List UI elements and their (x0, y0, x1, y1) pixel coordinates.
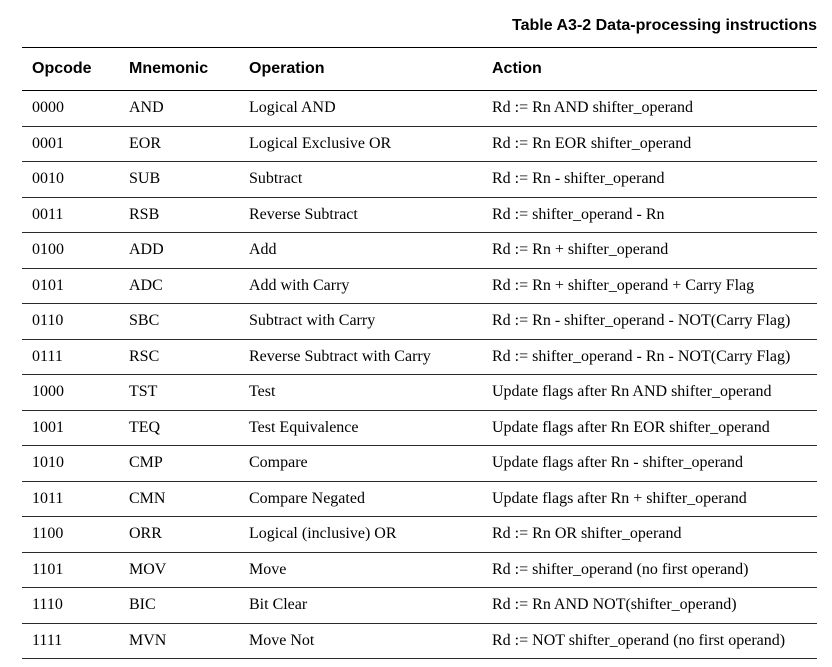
action-cell: Rd := Rn - shifter_operand - NOT(Carry Flag) (482, 304, 817, 340)
action-cell: Rd := Rn AND NOT(shifter_operand) (482, 588, 817, 624)
mnemonic-cell: CMN (119, 481, 239, 517)
opcode-cell: 1101 (22, 552, 119, 588)
opcode-cell: 0000 (22, 91, 119, 127)
opcode-cell: 0111 (22, 339, 119, 375)
mnemonic-cell: TEQ (119, 410, 239, 446)
header-operation: Operation (239, 48, 482, 91)
operation-cell: Add (239, 233, 482, 269)
opcode-cell: 0010 (22, 162, 119, 198)
operation-cell: Bit Clear (239, 588, 482, 624)
mnemonic-cell: ADD (119, 233, 239, 269)
opcode-cell: 1011 (22, 481, 119, 517)
mnemonic-cell: SUB (119, 162, 239, 198)
header-mnemonic: Mnemonic (119, 48, 239, 91)
mnemonic-cell: CMP (119, 446, 239, 482)
operation-cell: Reverse Subtract with Carry (239, 339, 482, 375)
operation-cell: Logical Exclusive OR (239, 126, 482, 162)
mnemonic-cell: MOV (119, 552, 239, 588)
action-cell: Rd := shifter_operand - Rn - NOT(Carry Flag) (482, 339, 817, 375)
action-cell: Update flags after Rn - shifter_operand (482, 446, 817, 482)
opcode-cell: 1110 (22, 588, 119, 624)
opcode-cell: 1000 (22, 375, 119, 411)
opcode-cell: 0110 (22, 304, 119, 340)
mnemonic-cell: BIC (119, 588, 239, 624)
table-row (22, 623, 817, 659)
table-row (22, 162, 817, 198)
opcode-cell: 0001 (22, 126, 119, 162)
action-cell: Rd := Rn EOR shifter_operand (482, 126, 817, 162)
table-row (22, 304, 817, 340)
mnemonic-cell: MVN (119, 623, 239, 659)
table-row (22, 481, 817, 517)
action-cell: Rd := Rn AND shifter_operand (482, 91, 817, 127)
action-cell: Update flags after Rn + shifter_operand (482, 481, 817, 517)
action-cell: Update flags after Rn EOR shifter_operand (482, 410, 817, 446)
header-action: Action (482, 48, 817, 91)
table-row (22, 588, 817, 624)
action-cell: Rd := Rn - shifter_operand (482, 162, 817, 198)
operation-cell: Compare Negated (239, 481, 482, 517)
action-cell: Rd := Rn + shifter_operand + Carry Flag (482, 268, 817, 304)
header-row (22, 48, 817, 91)
opcode-cell: 0011 (22, 197, 119, 233)
operation-cell: Test (239, 375, 482, 411)
mnemonic-cell: SBC (119, 304, 239, 340)
operation-cell: Move (239, 552, 482, 588)
table-row (22, 552, 817, 588)
table-row (22, 268, 817, 304)
action-cell: Rd := shifter_operand - Rn (482, 197, 817, 233)
opcode-cell: 1001 (22, 410, 119, 446)
table-row (22, 91, 817, 127)
opcode-cell: 1111 (22, 623, 119, 659)
operation-cell: Add with Carry (239, 268, 482, 304)
table-caption: Table A3-2 Data-processing instructions (512, 17, 817, 34)
operation-cell: Logical (inclusive) OR (239, 517, 482, 553)
table-row (22, 375, 817, 411)
operation-cell: Logical AND (239, 91, 482, 127)
data-processing-table (22, 47, 817, 659)
mnemonic-cell: ORR (119, 517, 239, 553)
table-row (22, 197, 817, 233)
mnemonic-cell: EOR (119, 126, 239, 162)
table-row (22, 126, 817, 162)
table-row (22, 339, 817, 375)
action-cell: Rd := Rn + shifter_operand (482, 233, 817, 269)
table-row (22, 410, 817, 446)
action-cell: Rd := shifter_operand (no first operand) (482, 552, 817, 588)
mnemonic-cell: ADC (119, 268, 239, 304)
table-row (22, 446, 817, 482)
mnemonic-cell: TST (119, 375, 239, 411)
operation-cell: Test Equivalence (239, 410, 482, 446)
table-row (22, 517, 817, 553)
mnemonic-cell: AND (119, 91, 239, 127)
operation-cell: Compare (239, 446, 482, 482)
action-cell: Rd := NOT shifter_operand (no first operand) (482, 623, 817, 659)
table-row (22, 233, 817, 269)
opcode-cell: 0101 (22, 268, 119, 304)
action-cell: Rd := Rn OR shifter_operand (482, 517, 817, 553)
header-opcode: Opcode (22, 48, 119, 91)
opcode-cell: 0100 (22, 233, 119, 269)
mnemonic-cell: RSC (119, 339, 239, 375)
operation-cell: Move Not (239, 623, 482, 659)
opcode-cell: 1010 (22, 446, 119, 482)
opcode-cell: 1100 (22, 517, 119, 553)
operation-cell: Subtract (239, 162, 482, 198)
mnemonic-cell: RSB (119, 197, 239, 233)
action-cell: Update flags after Rn AND shifter_operand (482, 375, 817, 411)
operation-cell: Subtract with Carry (239, 304, 482, 340)
operation-cell: Reverse Subtract (239, 197, 482, 233)
